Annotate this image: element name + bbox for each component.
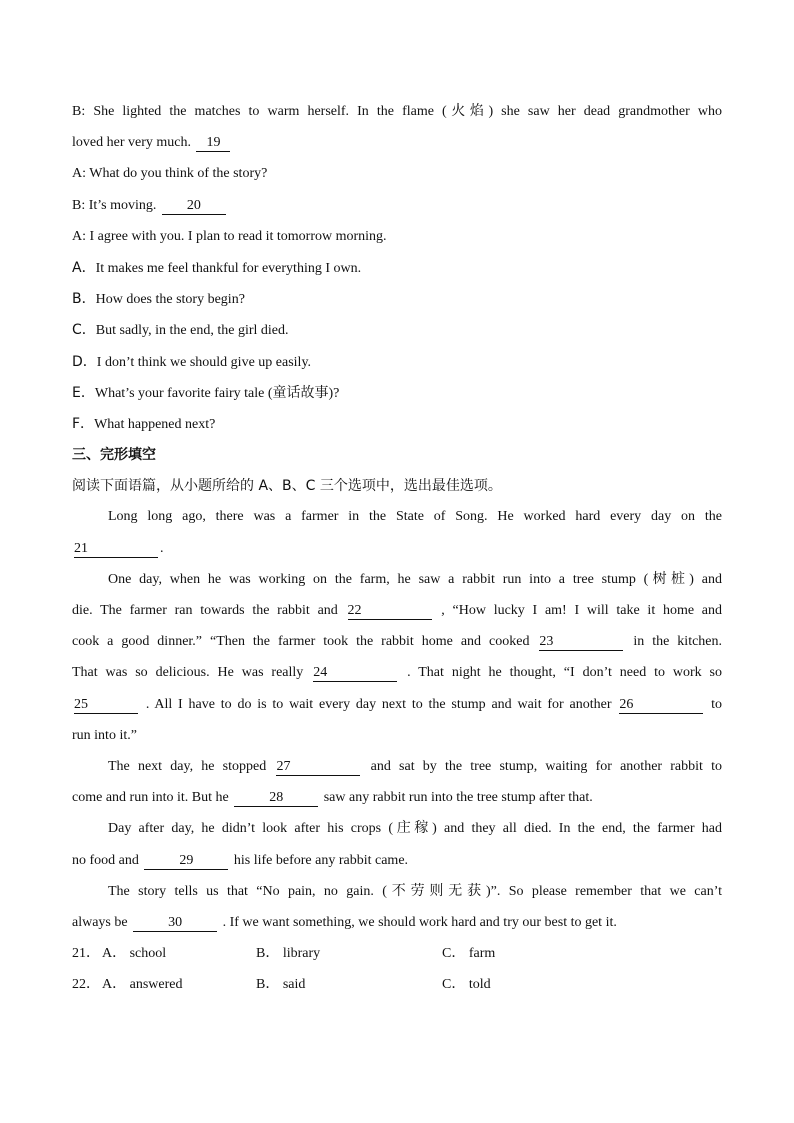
blank-29[interactable]: 29 [144, 853, 228, 870]
passage-text: . That night he thought, “I don’t need to work so [407, 665, 723, 681]
passage-line [72, 568, 722, 599]
question-row [72, 942, 722, 973]
dialogue-line [72, 225, 722, 256]
dialogue-b2: B: It’s moving. [72, 197, 157, 213]
option-text: I don’t think we should give up easily. [96, 354, 312, 370]
option-text: It makes me feel thankful for everything I own. [95, 260, 362, 276]
worksheet-content [72, 100, 722, 1004]
option-item [72, 412, 722, 443]
passage-text: Long long ago, there was a farmer in the State of Song. He worked hard every day on the [108, 509, 722, 525]
dialogue-line [72, 131, 722, 162]
passage-line [72, 693, 722, 724]
passage-text: The story tells us that “No pain, no gain. (不劳则无获)”. So please remember that we can’t [108, 883, 722, 899]
question-row [72, 973, 722, 1004]
passage-text: , “How lucky I am! I will take it home and [441, 603, 723, 618]
option-text: What’s your favorite fairy tale (童话故事)? [94, 385, 340, 401]
dialogue-line [72, 194, 722, 225]
option-text: What happened next? [94, 416, 216, 432]
question-option-c[interactable]: C． told [442, 977, 491, 993]
passage-line [72, 537, 722, 568]
passage-line [72, 599, 722, 630]
passage-text: . All I have to do is to wait every day next to the stump and wait for another [145, 696, 612, 712]
passage-text: no food and [72, 852, 139, 868]
passage-text: The next day, he stopped [108, 758, 267, 774]
blank-30[interactable]: 30 [133, 915, 217, 932]
question-number: 21． [72, 946, 100, 962]
option-text: How does the story begin? [95, 292, 245, 308]
option-item [72, 381, 722, 412]
question-option-a[interactable]: A． answered [102, 977, 183, 993]
passage-line [72, 786, 722, 817]
passage-text: saw any rabbit run into the tree stump after that. [323, 790, 593, 806]
option-item [72, 350, 722, 381]
passage-text: . [160, 540, 164, 556]
blank-23[interactable]: 23 [539, 634, 623, 651]
dialogue-line [72, 100, 722, 131]
dialogue-a3: A: I agree with you. I plan to read it tomorrow morning. [72, 228, 387, 244]
passage-line [72, 911, 722, 942]
blank-21[interactable]: 21 [74, 541, 158, 558]
blank-28[interactable]: 28 [234, 790, 318, 807]
passage-line [72, 630, 722, 661]
passage-text: always be [72, 914, 128, 930]
question-number: 22． [72, 977, 100, 993]
option-label: C． [72, 322, 96, 339]
blank-22[interactable]: 22 [348, 603, 432, 620]
passage-text: Day after day, he didn’t look after his crops (庄稼) and they all died. In the end, the farmer had [108, 821, 722, 837]
blank-20[interactable]: 20 [162, 198, 226, 215]
question-option-c[interactable]: C． farm [442, 946, 496, 962]
passage-text: and sat by the tree stump, waiting for another rabbit to [370, 758, 723, 774]
passage-text: come and run into it. But he [72, 790, 229, 806]
section-heading: 三、完形填空 [72, 447, 156, 464]
passage-line [72, 849, 722, 880]
question-option-b[interactable]: B． library [256, 946, 321, 962]
dialogue-b1-line1: B: She lighted the matches to warm herself. In the flame (火焰) she saw her dead grandmother who [72, 104, 722, 119]
blank-25[interactable]: 25 [74, 697, 138, 714]
blank-24[interactable]: 24 [313, 665, 397, 682]
option-label: A． [72, 259, 96, 276]
blank-27[interactable]: 27 [276, 759, 360, 776]
blank-26[interactable]: 26 [619, 697, 703, 714]
option-text: But sadly, in the end, the girl died. [95, 323, 289, 339]
dialogue-b1-line2: loved her very much. [72, 135, 191, 151]
passage-text: . If we want something, we should work hard and try our best to get it. [222, 914, 617, 930]
dialogue-line [72, 162, 722, 193]
passage-line [72, 880, 722, 911]
passage-line [72, 505, 722, 536]
passage-text: to [711, 696, 723, 712]
question-option-b[interactable]: B． said [256, 977, 306, 993]
option-item [72, 256, 722, 287]
option-item [72, 318, 722, 349]
blank-19[interactable]: 19 [196, 135, 230, 152]
passage-line [72, 661, 722, 692]
passage-text: One day, when he was working on the farm, he saw a rabbit run into a tree stump (树桩) and [108, 571, 722, 587]
section-instruction: 阅读下面语篇，从小题所给的 A、B、C 三个选项中，选出最佳选项。 [72, 478, 502, 495]
option-label: B． [72, 291, 96, 308]
passage-line [72, 817, 722, 848]
option-label: E． [72, 384, 95, 401]
question-option-a[interactable]: A． school [102, 946, 167, 962]
passage-text: die. The farmer ran towards the rabbit and [72, 603, 338, 618]
option-label: D． [72, 353, 97, 370]
dialogue-a2: A: What do you think of the story? [72, 166, 268, 182]
passage-text: in the kitchen. [633, 634, 723, 650]
passage-text: cook a good dinner.” “Then the farmer took the rabbit home and cooked [72, 634, 530, 650]
passage-line [72, 755, 722, 786]
option-label: F． [72, 415, 95, 432]
option-item [72, 287, 722, 318]
passage-text: run into it.” [72, 727, 137, 743]
passage-text: his life before any rabbit came. [233, 852, 409, 868]
passage-line [72, 724, 722, 755]
passage-text: That was so delicious. He was really [72, 665, 304, 681]
